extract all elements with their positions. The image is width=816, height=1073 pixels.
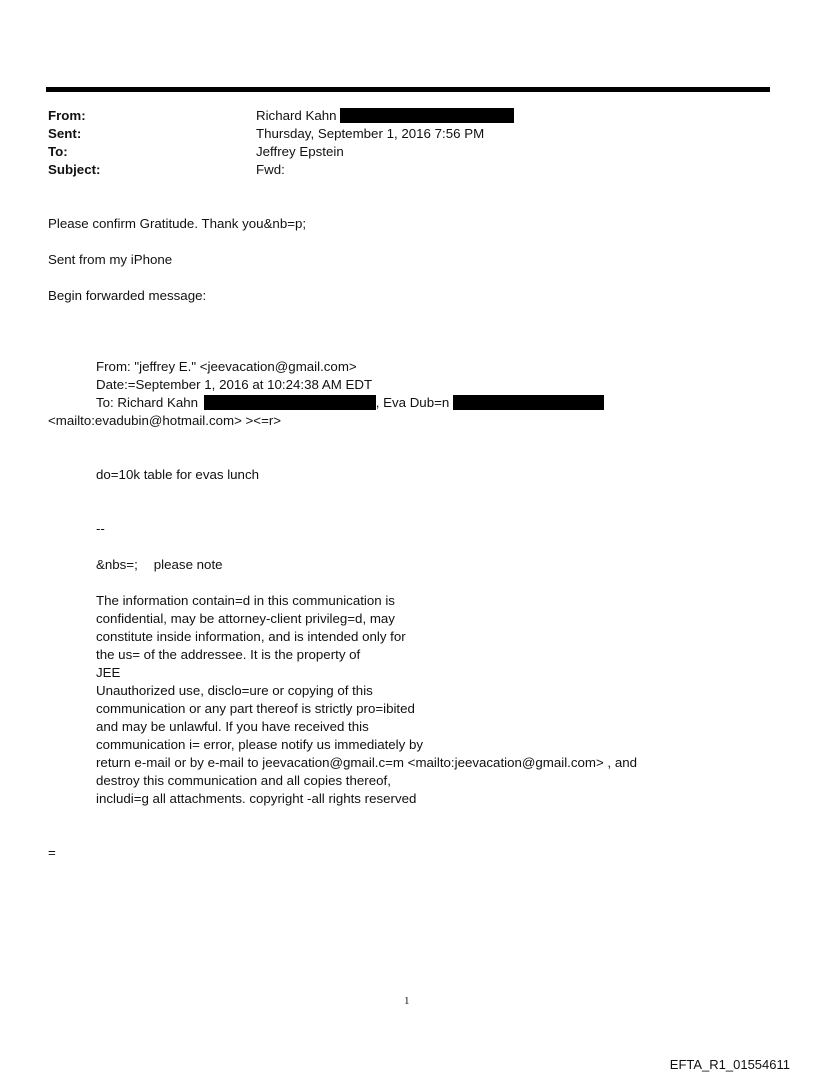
body-line-begin-forwarded: Begin forwarded message: — [48, 288, 207, 303]
fwd-date: Date:=September 1, 2016 at 10:24:38 AM EDT — [96, 377, 373, 392]
disclaimer-line: communication i= error, please notify us immediately by — [96, 737, 424, 752]
body-line-sent-from: Sent from my iPhone — [48, 252, 173, 267]
disclaimer-line: includi=g all attachments. copyright -all rights reserved — [96, 791, 417, 806]
fwd-to: To: Richard Kahn , Eva Dub=n — [96, 394, 604, 412]
from-label: From: — [48, 108, 86, 123]
subject-value: Fwd: — [256, 162, 285, 177]
redaction-bar — [453, 395, 604, 410]
disclaimer-line: communication or any part thereof is strictly pro=ibited — [96, 701, 415, 716]
to-value: Jeffrey Epstein — [256, 144, 344, 159]
disclaimer-line: The information contain=d in this communication is — [96, 593, 395, 608]
please-note-line: &nbs=; please note — [96, 557, 223, 572]
disclaimer-line: confidential, may be attorney-client privileg=d, may — [96, 611, 395, 626]
subject-label: Subject: — [48, 162, 101, 177]
from-value: Richard Kahn — [256, 107, 514, 125]
sent-label: Sent: — [48, 126, 82, 141]
signature-separator: -- — [96, 521, 105, 536]
disclaimer-line: JEE — [96, 665, 121, 680]
redaction-bar — [204, 395, 376, 410]
header-rule — [46, 87, 770, 92]
disclaimer-line: constitute inside information, and is intended only for — [96, 629, 406, 644]
fwd-from: From: "jeffrey E." <jeevacation@gmail.com> — [96, 359, 357, 374]
fwd-message: do=10k table for evas lunch — [96, 467, 259, 482]
disclaimer-line: Unauthorized use, disclo=ure or copying of this — [96, 683, 373, 698]
disclaimer-line: the us= of the addressee. It is the property of — [96, 647, 361, 662]
disclaimer-line: return e-mail or by e-mail to jeevacation@gmail.c=m <mailto:jeevacation@gmail.com> , and — [96, 755, 638, 770]
trailing-equals: = — [48, 845, 56, 860]
redaction-bar — [340, 108, 514, 123]
disclaimer-line: destroy this communication and all copies thereof, — [96, 773, 391, 788]
page-number: 1 — [404, 995, 410, 1007]
disclaimer-line: and may be unlawful. If you have received this — [96, 719, 369, 734]
body-line-confirm: Please confirm Gratitude. Thank you&nb=p; — [48, 216, 307, 231]
fwd-to-continued: <mailto:evadubin@hotmail.com> ><=r> — [48, 413, 282, 428]
sent-value: Thursday, September 1, 2016 7:56 PM — [256, 126, 485, 141]
to-label: To: — [48, 144, 68, 159]
bates-number: EFTA_R1_01554611 — [669, 1057, 790, 1072]
